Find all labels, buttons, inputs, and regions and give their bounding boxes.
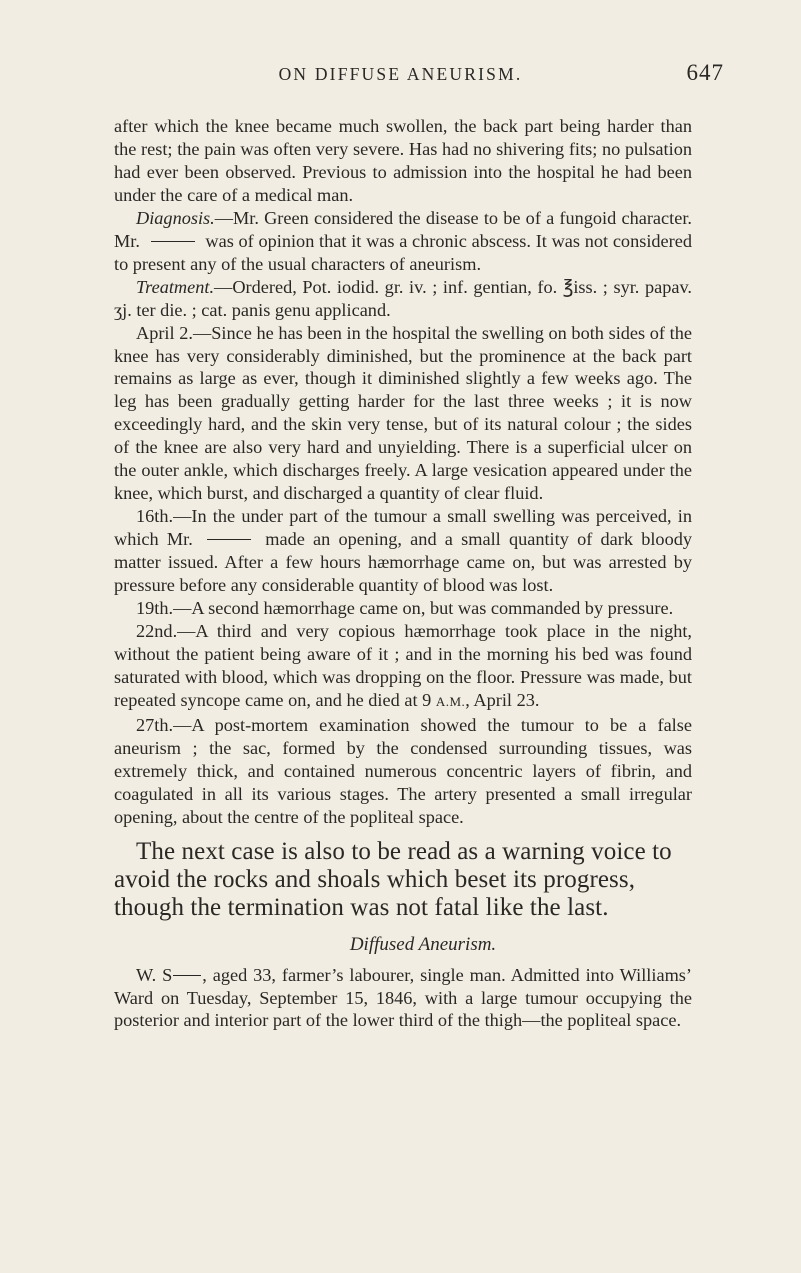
paragraph-text: made an opening, and a small quantity of dark bloody matter issued. After a few hours hæmorrhage came on, but was arrested by pressure before any considerable quantity of blood was lost. bbox=[114, 529, 692, 596]
paragraph-16th bbox=[114, 505, 692, 597]
paragraph-text: 16th.—In the under part of the tumour a small swelling was perceived, in which Mr. bbox=[114, 506, 692, 550]
paragraph-continuation bbox=[114, 115, 692, 207]
paragraph-text: April 2.—Since he has been in the hospital the swelling on both sides of the knee has very considerably diminished, but the prominence at the back part remains as large as ever, though it diminished slightly a few weeks ago. The leg has been gradually getting harder for the last three weeks ; it is now exceedingly hard, and the skin very tense, but of its natural colour ; the sides of the knee are also very hard and unyielding. There is a superficial ulcer on the outer ankle, which discharges freely. A large vesication appeared under the knee, which burst, and discharged a quantity of clear fluid. bbox=[114, 322, 692, 504]
name-omission-dash bbox=[207, 539, 251, 540]
patient-initials: W. S bbox=[136, 964, 173, 985]
paragraph-text: , April 23. bbox=[465, 689, 540, 710]
warning-note: The next case is also to be read as a warning voice to avoid the rocks and shoals which beset its progress, though the termination was not fatal like the last. bbox=[114, 837, 672, 921]
paragraph-19th bbox=[114, 597, 692, 620]
paragraph-treatment bbox=[114, 276, 692, 322]
paragraph-text: —Mr. Green considered the disease to be of a fungoid character. Mr. bbox=[114, 207, 692, 251]
body-text bbox=[114, 115, 692, 1032]
paragraph-text: was of opinion that it was a chronic abscess. It was not considered to present any of the usual characters of aneurism. bbox=[114, 230, 693, 274]
treatment-label: Treatment. bbox=[136, 276, 215, 297]
paragraph-text: 22nd.—A third and very copious hæmorrhage took place in the night, without the patient being aware of it ; and in the morning his bed was found saturated with blood, which was dropping on the floor. Pressure was made, but repeated syncope came on, and he died at 9 bbox=[114, 620, 692, 710]
paragraph-text: 27th.—A post-mortem examination showed the tumour to be a false aneurism ; the sac, formed by the condensed surrounding tissues, was extremely thick, and contained numerous concentric layers of fibrin, and coagulated in all its various stages. The artery presented a small irregular opening, about the centre of the popliteal space. bbox=[114, 714, 692, 827]
name-omission-dash bbox=[151, 241, 195, 242]
paragraph-diagnosis bbox=[114, 207, 692, 276]
paragraph-27th bbox=[114, 714, 692, 829]
running-title: ON DIFFUSE ANEURISM. bbox=[278, 64, 523, 84]
case-intro bbox=[114, 964, 692, 1033]
running-head bbox=[0, 60, 801, 90]
paragraph-april-2 bbox=[114, 322, 692, 506]
paragraph-text: , aged 33, farmer’s labourer, single man. Admitted into Williams’ Ward on Tuesday, September 15, 1846, with a large tumour occupying the posterior and interior part of the lower third of the thigh—the popliteal space. bbox=[114, 964, 692, 1031]
paragraph-text: after which the knee became much swollen, the back part being harder than the rest; the pain was often very severe. Has had no shivering fits; no pulsation had ever been observed. Previous to admission into the hospital he had been under the care of a medical man. bbox=[114, 116, 692, 205]
diagnosis-label: Diagnosis. bbox=[136, 207, 215, 228]
time-abbreviation: A.M. bbox=[435, 693, 466, 709]
paragraph-text: 19th.—A second hæmorrhage came on, but was commanded by pressure. bbox=[136, 598, 674, 619]
paragraph-22nd bbox=[114, 620, 692, 714]
name-omission-dash bbox=[173, 975, 201, 976]
paragraph-text: —Ordered, Pot. iodid. gr. iv. ; inf. gentian, fo. ℥iss. ; syr. papav. ʒj. ter die. ; cat. panis genu applicand. bbox=[114, 276, 692, 320]
section-heading: Diffused Aneurism. bbox=[349, 933, 497, 955]
page-number: 647 bbox=[686, 60, 724, 85]
